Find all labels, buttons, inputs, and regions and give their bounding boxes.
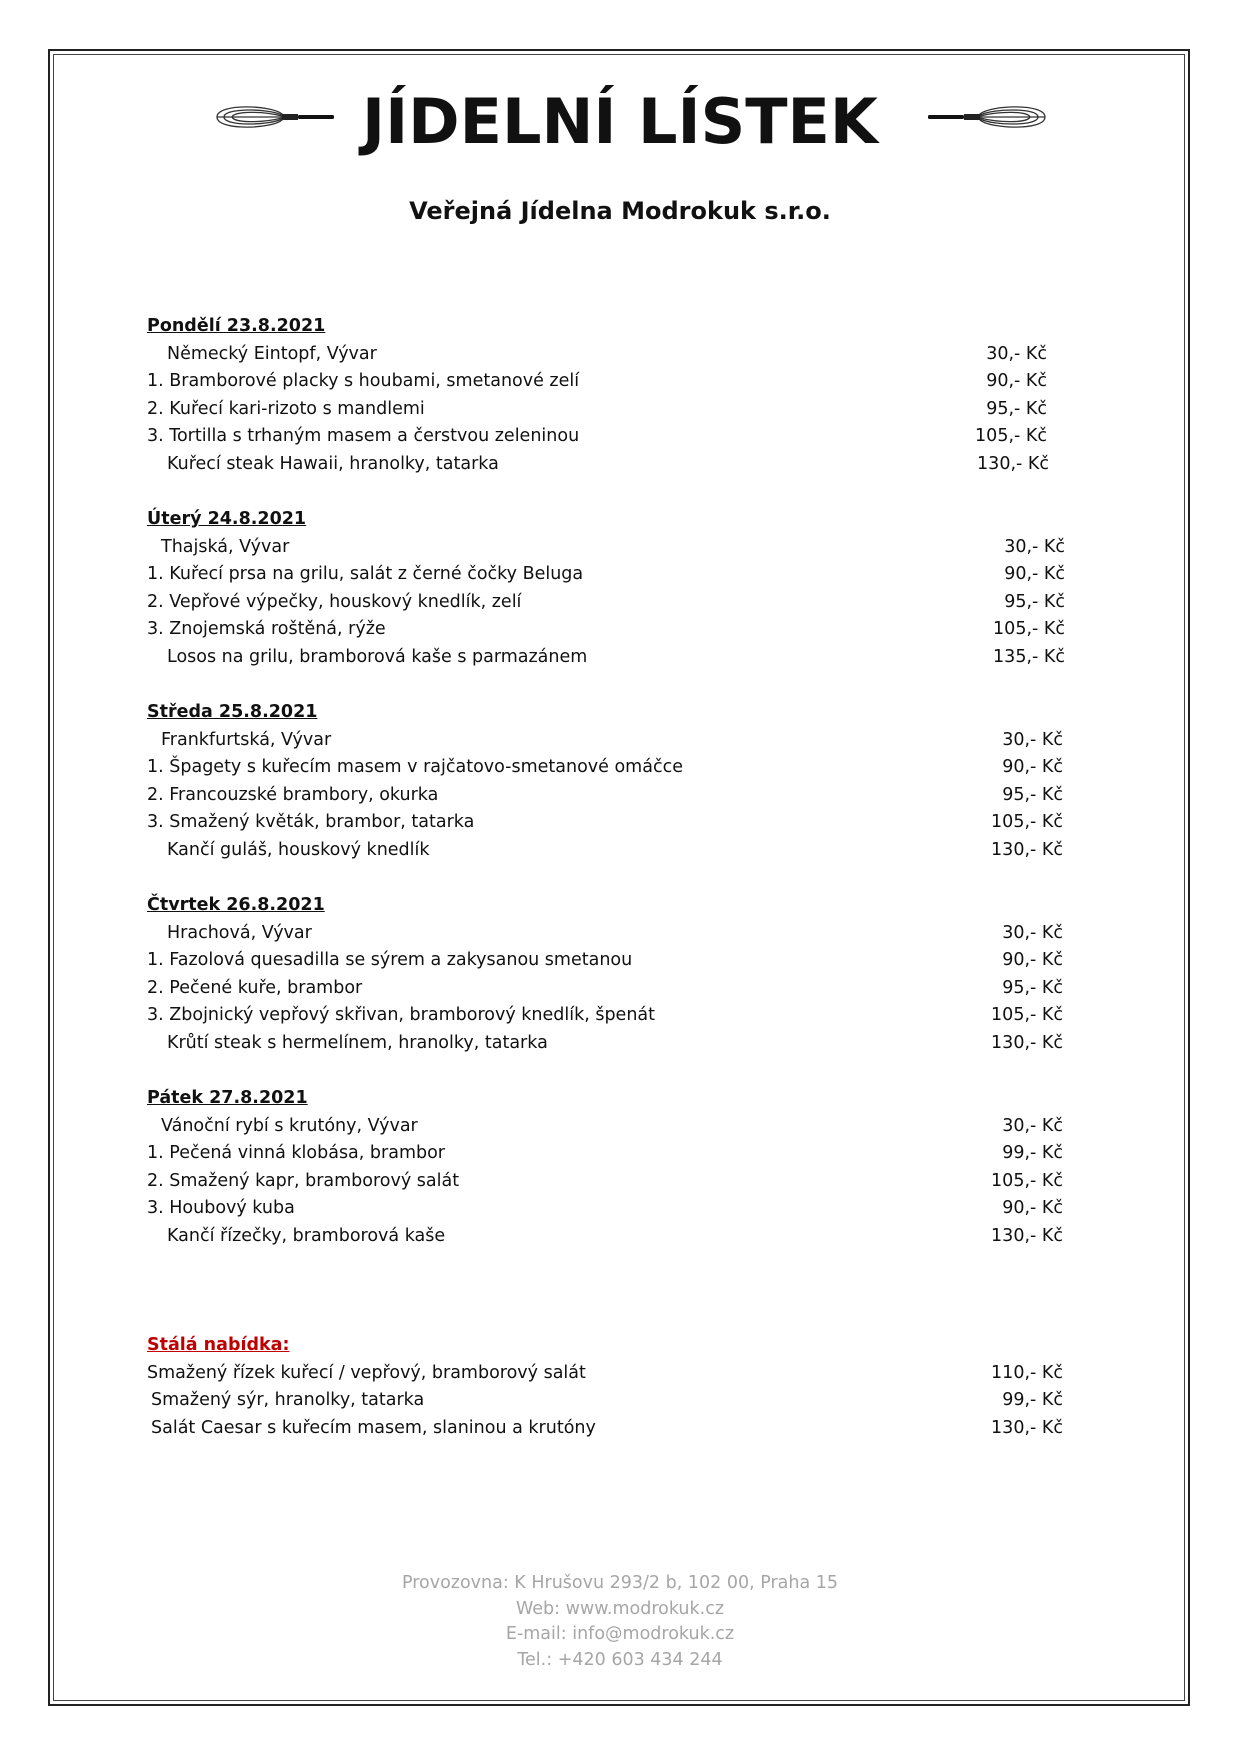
- day-section-wednesday: [147, 699, 1127, 864]
- menu-row: [147, 837, 1127, 865]
- dish-price: 130,- Kč: [991, 839, 1063, 860]
- dish-price: 105,- Kč: [991, 1005, 1063, 1025]
- day-section-friday: [147, 1085, 1127, 1250]
- whisk-icon: [925, 97, 1050, 137]
- dish-price: 95,- Kč: [1002, 977, 1063, 998]
- menu-row: [147, 534, 1127, 562]
- standing-offer-title: Stálá nabídka:: [147, 1335, 290, 1355]
- footer-email-link[interactable]: E-mail: info@modrokuk.cz: [505, 1624, 735, 1644]
- menu-row: [147, 947, 1127, 975]
- dish-price: 90,- Kč: [1002, 1198, 1063, 1218]
- dish-name: Smažený řízek kuřecí / vepřový, bramborový salát: [147, 1362, 586, 1383]
- dish-name: 2. Francouzské brambory, okurka: [147, 784, 439, 805]
- menu-row: [147, 396, 1127, 424]
- menu-row: [147, 754, 1127, 782]
- dish-name: Frankfurtská, Vývar: [161, 729, 332, 750]
- menu-row: [147, 589, 1127, 617]
- dish-name: 1. Fazolová quesadilla se sýrem a zakysanou smetanou: [147, 950, 633, 970]
- dish-price: 90,- Kč: [986, 371, 1047, 391]
- restaurant-name: Veřejná Jídelna Modrokuk s.r.o.: [409, 197, 831, 225]
- dish-price: 30,- Kč: [1002, 729, 1063, 750]
- dish-name: 3. Znojemská roštěná, rýže: [147, 619, 386, 639]
- menu: [147, 313, 1127, 1470]
- dish-name: 1. Kuřecí prsa na grilu, salát z černé čočky Beluga: [147, 564, 584, 584]
- dish-name: Německý Eintopf, Vývar: [167, 343, 377, 364]
- dish-name: 2. Vepřové výpečky, houskový knedlík, zelí: [147, 591, 522, 612]
- dish-price: 30,- Kč: [1002, 922, 1063, 943]
- dish-price: 135,- Kč: [993, 646, 1065, 667]
- day-section-tuesday: [147, 506, 1127, 671]
- dish-price: 130,- Kč: [991, 1225, 1063, 1246]
- dish-price: 30,- Kč: [986, 343, 1047, 364]
- dish-name: 1. Bramborové placky s houbami, smetanové zelí: [147, 371, 580, 391]
- menu-row: [147, 1140, 1127, 1168]
- day-title: Úterý 24.8.2021: [147, 509, 307, 529]
- menu-row: [147, 1113, 1127, 1141]
- dish-price: 130,- Kč: [991, 1032, 1063, 1053]
- dish-name: 2. Pečené kuře, brambor: [147, 977, 363, 998]
- menu-row: [147, 1223, 1127, 1251]
- menu-row: [147, 1360, 1127, 1388]
- menu-row: [147, 727, 1127, 755]
- standing-offer-section: [147, 1332, 1127, 1442]
- page-title: JÍDELNÍ LÍSTEK: [362, 85, 878, 158]
- menu-row: [147, 920, 1127, 948]
- dish-price: 90,- Kč: [1004, 564, 1065, 584]
- dish-name: Krůtí steak s hermelínem, hranolky, tatarka: [167, 1032, 548, 1053]
- menu-row: [147, 1415, 1127, 1443]
- footer-web-link[interactable]: Web: www.modrokuk.cz: [515, 1598, 725, 1619]
- dish-name: Thajská, Vývar: [161, 536, 290, 557]
- dish-price: 99,- Kč: [1002, 1390, 1063, 1410]
- dish-name: Kančí řízečky, bramborová kaše: [167, 1225, 446, 1246]
- dish-name: 2. Smažený kapr, bramborový salát: [147, 1170, 460, 1191]
- dish-name: Kančí guláš, houskový knedlík: [167, 839, 430, 860]
- dish-name: 1. Pečená vinná klobása, brambor: [147, 1143, 445, 1163]
- dish-price: 99,- Kč: [1002, 1143, 1063, 1163]
- dish-price: 30,- Kč: [1004, 536, 1065, 557]
- day-title: Středa 25.8.2021: [147, 702, 318, 722]
- dish-price: 130,- Kč: [991, 1417, 1063, 1438]
- day-section-monday: [147, 313, 1127, 478]
- menu-row: [147, 809, 1127, 837]
- dish-price: 110,- Kč: [991, 1362, 1063, 1383]
- menu-row: [147, 1387, 1127, 1415]
- dish-name: 3. Tortilla s trhaným masem a čerstvou zeleninou: [147, 426, 580, 446]
- menu-row: [147, 1195, 1127, 1223]
- menu-row: [147, 1030, 1127, 1058]
- dish-name: 2. Kuřecí kari-rizoto s mandlemi: [147, 398, 425, 419]
- dish-price: 90,- Kč: [1002, 950, 1063, 970]
- dish-name: Smažený sýr, hranolky, tatarka: [151, 1390, 425, 1410]
- day-section-thursday: [147, 892, 1127, 1057]
- menu-row: [147, 616, 1127, 644]
- dish-price: 105,- Kč: [991, 812, 1063, 832]
- dish-name: 1. Špagety s kuřecím masem v rajčatovo-smetanové omáčce: [147, 757, 683, 777]
- dish-name: 3. Houbový kuba: [147, 1198, 295, 1218]
- footer-phone: Tel.: +420 603 434 244: [517, 1649, 723, 1670]
- menu-row: [147, 561, 1127, 589]
- day-title: Pátek 27.8.2021: [147, 1088, 308, 1108]
- dish-name: 3. Smažený květák, brambor, tatarka: [147, 812, 475, 832]
- dish-price: 105,- Kč: [975, 426, 1047, 446]
- menu-row: [147, 782, 1127, 810]
- dish-price: 130,- Kč: [977, 453, 1049, 474]
- dish-name: Vánoční rybí s krutóny, Vývar: [161, 1115, 418, 1136]
- menu-row: [147, 1002, 1127, 1030]
- dish-price: 95,- Kč: [1004, 591, 1065, 612]
- footer-contact: [0, 1571, 1240, 1673]
- menu-row: [147, 1168, 1127, 1196]
- dish-name: Kuřecí steak Hawaii, hranolky, tatarka: [167, 453, 499, 474]
- dish-name: Salát Caesar s kuřecím masem, slaninou a krutóny: [151, 1417, 596, 1438]
- dish-price: 95,- Kč: [1002, 784, 1063, 805]
- dish-price: 90,- Kč: [1002, 757, 1063, 777]
- dish-price: 105,- Kč: [993, 619, 1065, 639]
- menu-row: [147, 644, 1127, 672]
- footer-address: Provozovna: K Hrušovu 293/2 b, 102 00, Praha 15: [401, 1573, 839, 1593]
- menu-row: [147, 423, 1127, 451]
- menu-row: [147, 368, 1127, 396]
- dish-name: 3. Zbojnický vepřový skřivan, bramborový knedlík, špenát: [147, 1005, 655, 1025]
- day-title: Pondělí 23.8.2021: [147, 316, 326, 336]
- menu-row: [147, 451, 1127, 479]
- day-title: Čtvrtek 26.8.2021: [147, 895, 325, 915]
- dish-price: 95,- Kč: [986, 398, 1047, 419]
- menu-row: [147, 341, 1127, 369]
- dish-name: Hrachová, Vývar: [167, 922, 312, 943]
- dish-name: Losos na grilu, bramborová kaše s parmazánem: [167, 646, 588, 667]
- menu-row: [147, 975, 1127, 1003]
- dish-price: 105,- Kč: [991, 1170, 1063, 1191]
- dish-price: 30,- Kč: [1002, 1115, 1063, 1136]
